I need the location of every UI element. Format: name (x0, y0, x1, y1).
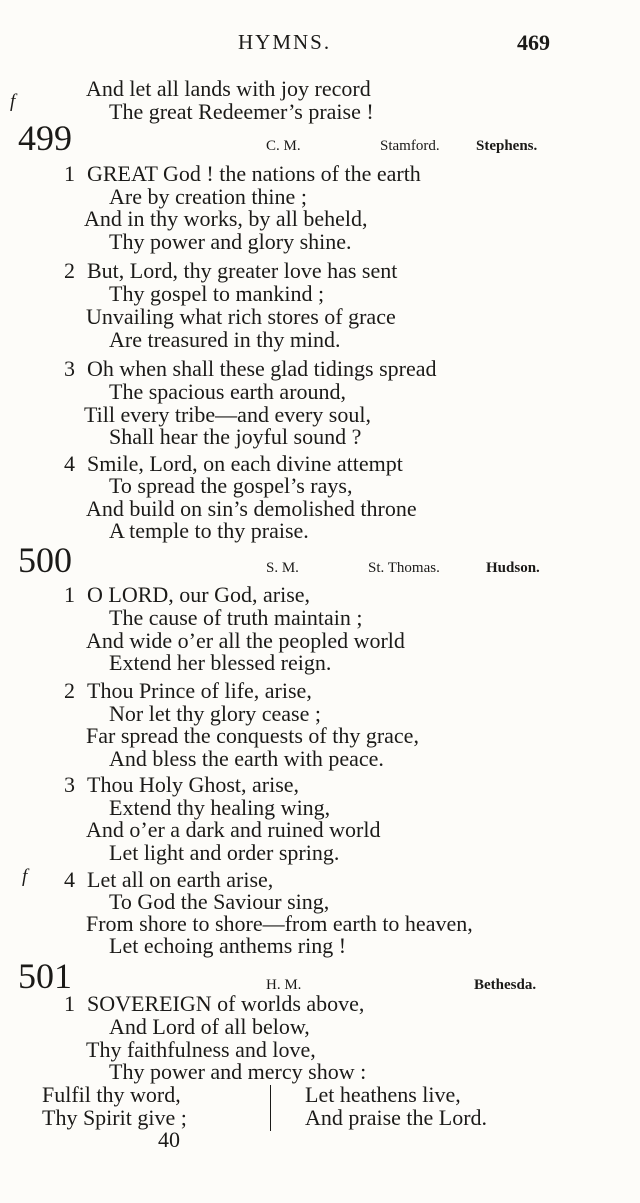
verse-number: 1 (64, 161, 75, 186)
verse-number: 1 (64, 582, 75, 607)
verse-number: 2 (64, 678, 75, 703)
verse-line: Let echoing anthems ring ! (109, 933, 347, 958)
verse-number: 2 (64, 258, 75, 283)
verse-line: Thou Holy Ghost, arise, (87, 772, 300, 797)
verse-line: Shall hear the joyful sound ? (109, 424, 362, 449)
verse-line: Till every tribe—and every soul, (84, 402, 371, 427)
composer-name: Hudson. (486, 560, 540, 576)
verse-number: 4 (64, 451, 75, 476)
hymn-number: 501 (18, 956, 72, 996)
verse-line: Extend her blessed reign. (109, 650, 332, 675)
verse-line: Thy power and mercy show : (109, 1059, 367, 1084)
verse-line: Nor let thy glory cease ; (109, 701, 321, 726)
verse-line: And wide o’er all the peopled world (86, 628, 405, 653)
verse-line: And let all lands with joy record (86, 76, 371, 101)
verse-line: And in thy works, by all beheld, (84, 206, 368, 231)
tune-name: Bethesda. (474, 977, 537, 993)
verse-line: Oh when shall these glad tidings spread (87, 356, 437, 381)
verse-line: But, Lord, thy greater love has sent (87, 258, 398, 283)
verse-line: From shore to shore—from earth to heaven, (86, 911, 473, 936)
hymn-meter: H. M. (266, 977, 302, 993)
verse-line: O LORD, our God, arise, (87, 582, 311, 607)
verse-line: Thy power and glory shine. (109, 229, 352, 254)
dynamic-mark: f (22, 866, 28, 887)
verse-line: Are by creation thine ; (109, 184, 307, 209)
verse-line: A temple to thy praise. (109, 518, 309, 543)
verse-line: To God the Saviour sing, (109, 889, 330, 914)
split-line-left: Fulfil thy word, (42, 1082, 181, 1107)
verse-number: 3 (64, 356, 75, 381)
verse-line: Thou Prince of life, arise, (87, 678, 312, 703)
split-line-right: And praise the Lord. (305, 1105, 488, 1130)
verse-line: The great Redeemer’s praise ! (109, 99, 374, 124)
page-number: 469 (517, 30, 550, 55)
verse-line: Thy faithfulness and love, (86, 1037, 316, 1062)
composer-name: Stephens. (476, 138, 538, 154)
verse-line: The spacious earth around, (109, 379, 347, 404)
verse-line: And Lord of all below, (109, 1014, 310, 1039)
verse-line: And o’er a dark and ruined world (86, 817, 381, 842)
column-divider (270, 1085, 271, 1131)
tune-name: St. Thomas. (368, 560, 440, 576)
verse-line: To spread the gospel’s rays, (109, 473, 353, 498)
tune-name: Stamford. (380, 138, 440, 154)
dynamic-mark: f (10, 91, 16, 112)
split-line-right: Let heathens live, (305, 1082, 461, 1107)
verse-line: GREAT God ! the nations of the earth (87, 161, 421, 186)
verse-line: Let light and order spring. (109, 840, 340, 865)
verse-number: 1 (64, 991, 75, 1016)
verse-line: Smile, Lord, on each divine attempt (87, 451, 403, 476)
verse-line: Let all on earth arise, (87, 867, 274, 892)
verse-line: Thy gospel to mankind ; (109, 281, 325, 306)
running-head: HYMNS. (238, 30, 332, 54)
verse-line: Extend thy healing wing, (109, 795, 331, 820)
verse-line: Unvailing what rich stores of grace (86, 304, 396, 329)
verse-line: SOVEREIGN of worlds above, (87, 991, 365, 1016)
hymn-number: 500 (18, 540, 72, 580)
verse-line: And bless the earth with peace. (109, 746, 384, 771)
split-line-left: Thy Spirit give ; (42, 1105, 187, 1130)
verse-line: And build on sin’s demolished throne (86, 496, 417, 521)
verse-number: 3 (64, 772, 75, 797)
verse-line: Far spread the conquests of thy grace, (86, 723, 419, 748)
verse-line: Are treasured in thy mind. (109, 327, 341, 352)
signature-mark: 40 (158, 1127, 180, 1152)
hymn-number: 499 (18, 118, 72, 158)
hymn-meter: C. M. (266, 138, 301, 154)
verse-number: 4 (64, 867, 75, 892)
hymn-meter: S. M. (266, 560, 299, 576)
verse-line: The cause of truth maintain ; (109, 605, 363, 630)
